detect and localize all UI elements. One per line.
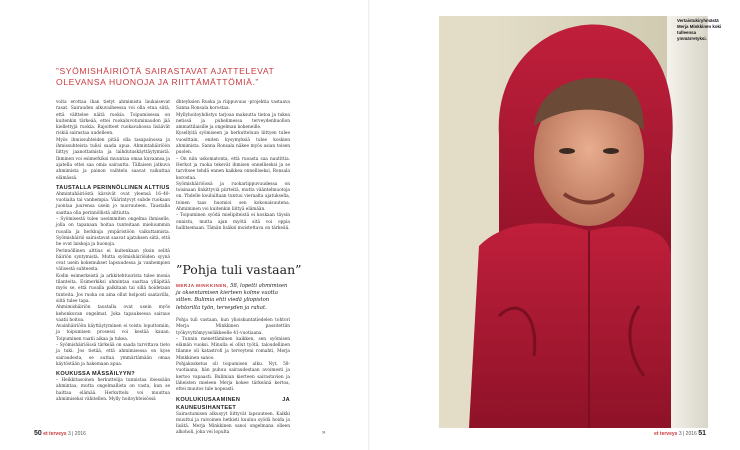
article-column-1 [56,100,170,430]
paragraph: – Tunnin menettäminen kaikken, sen syömisen elämän vuoksi. Minulla ei ollut työtä, taloudellinen tilanne oli katastrofi ja terveyteni romahti, Merja Minkkinen sanoo. [176,336,290,361]
paragraph: dhteyksien Ruoka ja riippuvuus -projektia vastaava Sanna Ronsala korostaa. [176,100,290,112]
lead-name: MERJA MINKKINEN, [176,283,229,288]
paragraph: Kysellyitä syömiseen ja herkutteluun liittyen tulee vuosittain, eniten kysymyksiä tulee koskien ahmimista. Sanna Ronsala näkee myös asian toisen puolen. [176,131,290,156]
page-number: 50 [34,430,42,437]
article-column-3 [176,318,290,436]
page-number: 51 [698,430,706,437]
paragraph: Syömishäiriöissä ja ruokariippuvuudessa on toisinaan linkittyviä piirteitä, mutta vääntelmuotoja on. Yhdelle kouluiltaan tuntuu vieraalta ajatuksella, toinen taas huomioi sen kokonaisuutena. Ahmiminen voi kuitenkin liittyä elämään. [176,181,290,213]
portrait-photo [439,16,708,428]
article-column-2 [176,100,290,260]
lead-text: 58, lopetti ahmimisen ja oksentamisen kierteen kolme vuotta sitten. Bulimia ehti viedä yliopiston lehtorilta työn, terveyden ja rahat. [176,283,288,311]
paragraph: voita erottaa ihan tietyt ahmimista laukaisevat rasat. Sairauden alkuvaiheessa voi olla etua siitä, että välttelee näitä ruokia. Toipumisessa on kuitenkin tärkeää, ettei ruokaluvotuminaudon jää kiellettyjä ruokia. Rajoitteet ruokavaliossa lisäävät riskiä sairastaa uudelleen. [56,100,170,137]
paragraph: Pohjakosketus oli toipumisen alku. Nyt, 58-vuotiaana, hän puhuu sairaudestaan avoimesti ja kertoo vapaasti. Bulimian kierteen sairastavien ja läheisten mieleen Merja kokee tärkeänä kertoa, ettei muutos tule nopeasti. [176,362,290,393]
paragraph: Pohja tuli vastaan, kun ylioiskuntatiedelen tohtori Merja Minkkinen passitettiin työkyvyttömyyseläkkeelle 41-vuotiaana. [176,318,290,336]
paragraph: Kodin esimerkeistä ja arkkitehtuurista tulee monia tilanteita. Esimerkiksi ahmintaa saattaa ylläpitää myös se, että ruoalla palkitaan tai sillä hoidetaan tunteita. Jos ruoka on aina ollut helposti saatavilla, siitä tulee tapa. [56,273,170,304]
paragraph: – Heikkitasoinen herkuttelija tunnistaa itsessään ahmintaa, mutta ongelmallista on vasta, kun se haittaa elämää. Herkuttelu voi muuttua ahmimiseksi vähitellen. Mylly hoitoyhteisössä [56,378,170,403]
subheading: TAUSTALLA PERINNÖLLINEN ALTTIUS [56,184,170,191]
photo-caption: Vertaistukiryhmästä Merja Minkkinen koki tulleensa ymmärretyksi. [677,18,722,41]
paragraph: – Syömisestä tulee useimmiten ongelma ihmiselle, jolla on tapanaan hoitaa tunteitaan mieluummin ruoalla ja herkkuja ympäristöön vaikuttamista. Syömishäiriö sairastavat saavat ajatuksen siitä, että he ovat laiskoja ja huonoja. [56,217,170,248]
paragraph: Ahmintahäiriöstä kärsivät ovat yleensä 16–40-vuotiaita tai vanhempia. Väärintyvyt subde ruokaan juontaa juurensa usein jo nuoruuteen. Taustalla saattaa olla perinnöllistä alttiutta. [56,191,170,216]
issue-number: 3 | 2016 [678,431,697,437]
paragraph: Avainhäiriöön käyttäytyminen ei toistu loputtomiin, ja toipumisen prosessi voi kestää kauan. Toipuminen vaatii aikaa ja tukea. [56,324,170,342]
paragraph: – On niin uskomatonta, että ruoasta saa nautittia. Herkut ja ruoka tekevät ihmisen onnelliseksi ja se tarvitsee tehdä ennen kaikkea onnelliseksi, Ronsala korostaa. [176,156,290,181]
lead-paragraph [176,282,290,312]
footer-right [654,430,706,437]
footer-left [34,430,86,437]
paragraph: Sairastumisen alkusyyt liittyvät lapsuuteen. Kaikki muuttui ja raivoinen hetkisti kuuluu syödä hoida ja lisätä. Merja Minkkinen sanoi ongelmana olleen alkoholi, joka vei lopulta [176,411,290,436]
paragraph: Myllyhoitoyhdistys tarjoaa maksutta tietoa ja tukea netissä ja puhelimessa terveydenhuollon ammattilaisille ja ongelman kokeneille. [176,112,290,131]
subheading: KOULUKIUSAAMINEN JA KAUNEUSIHANTEET [176,396,290,411]
section-title: ”Pohja tuli vastaan” [176,262,302,277]
paragraph: Myös ihmissuhteiden pitää olla tasapainossa ja ihmissuhteista tulisi saada apua. Ahmintahäiriöön liittyy jaanottamista ja laihdutuskäyttäytymistä. Ihminen voi esimerkiksi muuntaa omaa kuvaansa ja ajatella ettei saa omia sairautta. Tällaisen jatkuva ahmimista ja painon vaihtelu saavat vaikuttaa elämässä. [56,137,170,181]
magazine-brand: et terveys [43,431,67,437]
paragraph: – Syömishäiriöissä tärkeää on saada tarvittava tieto ja tuki. Jos tietää, että ahmimisessa on kyse sairaudesta, se auttaa ymmärtämään omaa käytöstään ja hakemaan apua. [56,342,170,367]
paragraph: Perinnöllinen alttius ei kuitenkaan yksin selitä häiriön syntymistä. Mutta syömishäiriöiden syynä ovat usein kokemukset lapsuudessa ja vanhempien välisestä suhteesta. [56,248,170,273]
portrait-illustration [439,16,708,428]
subheading: KOUKUSSA MÄSSÄILYYN? [56,371,135,378]
continue-arrow-icon: » [322,430,326,436]
paragraph: Ahmimishäiriön taustalla ovat usein myös kehonkuvan ongelmat. Joka tapauksessa sairaus vaatii hoitoa. [56,305,170,323]
issue-number: 3 | 2016 [67,431,86,437]
paragraph: – Toipuminen syödä mielipiteistä ei koskaan täysin onnistu, mutta ajan myötä sitä voi oppia hallitsemaan. Tämän lisäksi muistettava on tärkeää. [176,213,290,231]
magazine-brand: et terveys [654,431,678,437]
pull-quote: ”SYÖMISHÄIRIÖTÄ SAIRASTAVAT AJATTELEVAT OLEVANSA HUONOJA JA RIITTÄMÄTTÖMIÄ.” [56,66,275,87]
right-page [370,0,740,450]
